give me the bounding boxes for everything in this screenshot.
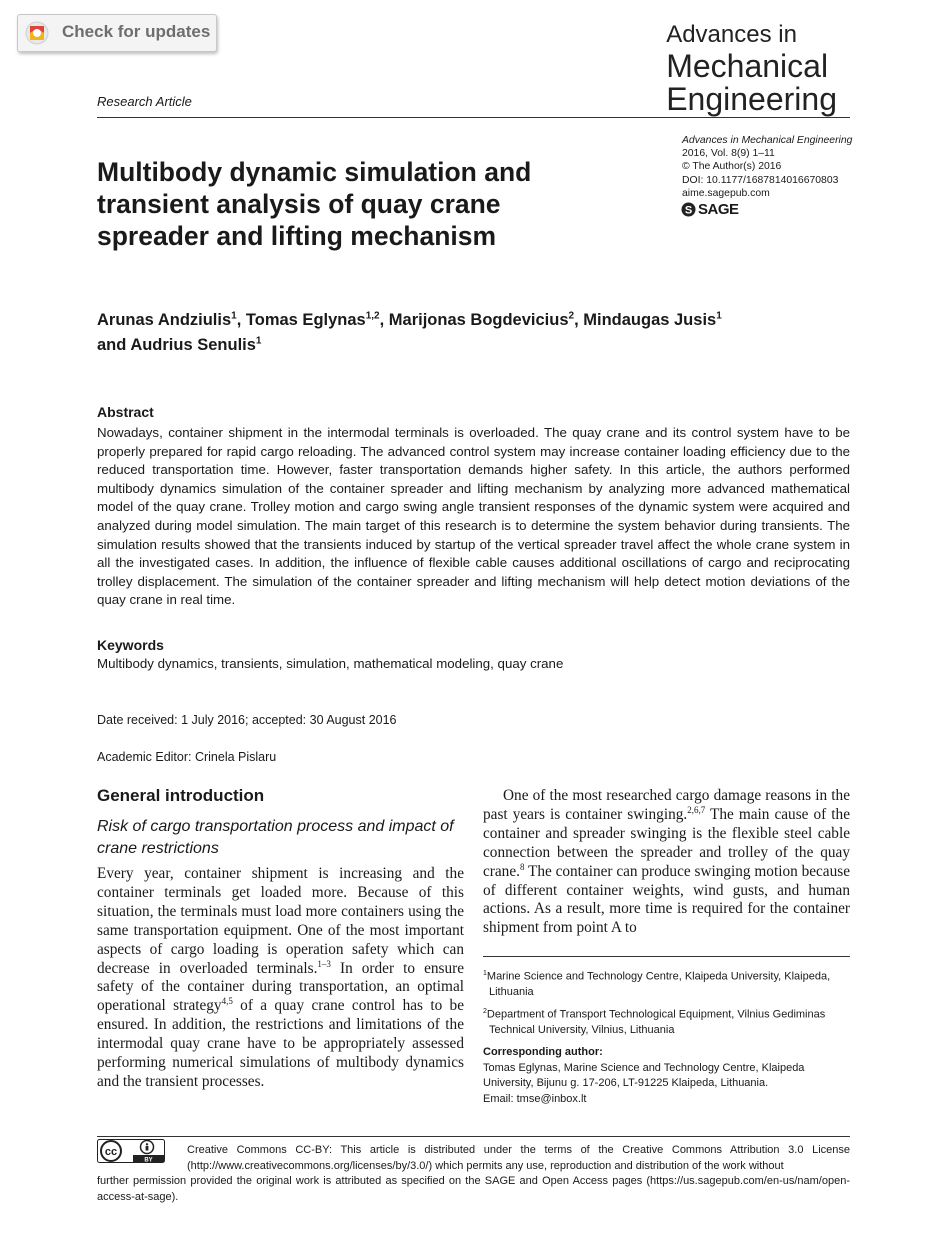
section-heading: General introduction [97, 786, 265, 805]
footer-rule [97, 1136, 850, 1137]
license-first: Creative Commons CC-BY: This article is distributed under the terms of the Creative Commons Attribution 3.0 License (http://www.creativecommons.org/licenses/by/3.0/) which permits any use, reproduction and distribution of the work without [187, 1144, 850, 1172]
author: Marijonas Bogdevicius$^2$, [388, 310, 584, 329]
sage-logo-text: SAGE [698, 200, 739, 218]
license-text [97, 1143, 850, 1205]
author: Audrius Senulis$^1$ [130, 335, 262, 354]
corresponding-line: Tomas Eglynas, Marine Science and Technology Centre, Klaipeda [483, 1061, 805, 1074]
journal-name-line3: Engineering [666, 81, 837, 117]
author: Tomas Eglynas$^{1,2}$, [245, 310, 389, 329]
article-type: Research Article [97, 94, 192, 109]
journal-meta-copyright: © The Author(s) 2016 [682, 161, 782, 173]
keywords-text: Multibody dynamics, transients, simulation, mathematical modeling, quay crane [97, 656, 564, 671]
check-for-updates-label: Check for updates [62, 22, 211, 41]
journal-name-line2: Mechanical [666, 48, 829, 84]
journal-name-line1: Advances in [666, 21, 797, 48]
journal-meta [682, 134, 852, 200]
journal-meta-title: Advances in Mechanical Engineering [682, 135, 853, 146]
corresponding-line: University, Bijunu g. 17-206, LT-91225 Klaipeda, Lithuania. [483, 1077, 769, 1089]
corresponding-email[interactable]: Email: tmse@inbox.lt [483, 1092, 587, 1105]
corresponding-heading: Corresponding author: [483, 1046, 603, 1058]
license-rest: further permission provided the original work is attributed as specified on the SAGE and Open Access pages (https://us.sagepub.com/en-us/nam/open-access-at-sage). [97, 1175, 850, 1203]
sage-logo [681, 201, 739, 217]
article-title: Multibody dynamic simulation and transient analysis of quay crane spreader and lifting mechanism [97, 157, 532, 251]
academic-editor: Academic Editor: Crinela Pislaru [97, 750, 277, 764]
dates-line: Date received: 1 July 2016; accepted: 30 August 2016 [97, 713, 397, 727]
author: Arunas Andziulis$^1$, [97, 310, 246, 329]
journal-meta-url[interactable]: aime.sagepub.com [682, 187, 770, 199]
header-rule [97, 117, 850, 118]
svg-text:S: S [684, 204, 693, 216]
sage-s-icon [681, 202, 696, 217]
citation-ref[interactable]: 1–3 [317, 958, 331, 969]
journal-meta-volume: 2016, Vol. 8(9) 1–11 [682, 148, 775, 160]
corresponding-author [483, 1045, 850, 1107]
subsection-heading: Risk of cargo transportation process and impact of crane restrictions [97, 818, 454, 857]
affiliations [483, 966, 850, 1041]
svg-text:cc: cc [104, 1146, 118, 1158]
citation-ref[interactable]: 2,6,7 [687, 804, 706, 815]
citation-ref[interactable]: 4,5 [221, 996, 233, 1007]
journal-name [666, 23, 837, 115]
keywords-heading: Keywords [97, 637, 164, 653]
author-list [97, 305, 737, 356]
cc-by-label: BY [144, 1157, 153, 1163]
crossmark-icon [25, 21, 49, 45]
affiliation: $^2$Department of Transport Technological Equipment, Vilnius Gediminas Technical University, Vilnius, Lithuania [483, 1007, 826, 1036]
journal-meta-doi[interactable]: DOI: 10.1177/1687814016670803 [682, 174, 839, 186]
body-column-right: One of the most researched cargo damage reasons in the past years is container swinging.$^{2,6,7}$ The main cause of the container and spreader swinging is the flexible steel cable connection between the spreader and trolley of the quay crane.$^8$ The container can produce swinging motion because of different container weights, wind gusts, and human actions. As a result, more time is required for the container shipment from point A to [483, 787, 850, 937]
citation-ref[interactable]: 8 [519, 861, 525, 872]
abstract-text: Nowadays, container shipment in the intermodal terminals is overloaded. The quay crane and its control system have to be properly prepared for rapid cargo reloading. The advanced control system may increase container loading efficiency due to the reduced transportation time. However, faster transportation demands higher safety. In this article, the authors performed multibody dynamics simulation of the container spreader and lifting mechanism by analyzing more advanced mathematical model of the quay crane. Trolley motion and cargo swing angle transient responses of the dynamic system were acquired and analyzed during model simulation. The main target of this research is to determine the system behavior during transients. The simulation results showed that the transients induced by startup of the vertical spreader travel affect the whole crane system in all the investigated cases. In addition, the influence of flexible cable causes additional oscillations of cargo and reciprocating trolley displacement. The simulation of the container spreader and lifting mechanism will help detect motion deviations of the quay crane in real time. [97, 425, 850, 608]
author: Mindaugas Jusis$^1$ and [97, 310, 722, 354]
body-column-left: Every year, container shipment is increasing and the container terminals get loaded more. Because of this situation, the terminals must load more containers using the same transportation equipment. One of the most important aspects of cargo loading is operation safety which can decrease in overloaded terminals.$^{1-3}$ In order to ensure safety of the container during transportation, an optimal operational strategy$^{4,5}$ of a quay crane control has to be ensured. In addition, the restrictions and limitations of the intermodal quay crane have to be appropriately assessed performing numerical simulations of multibody dynamics and the transient processes. [97, 865, 464, 1090]
affiliation: $^1$Marine Science and Technology Centre, Klaipeda University, Klaipeda, Lithuania [483, 970, 831, 999]
abstract-heading: Abstract [97, 404, 154, 420]
check-for-updates-badge[interactable] [17, 14, 217, 52]
affiliation-rule [483, 956, 850, 957]
